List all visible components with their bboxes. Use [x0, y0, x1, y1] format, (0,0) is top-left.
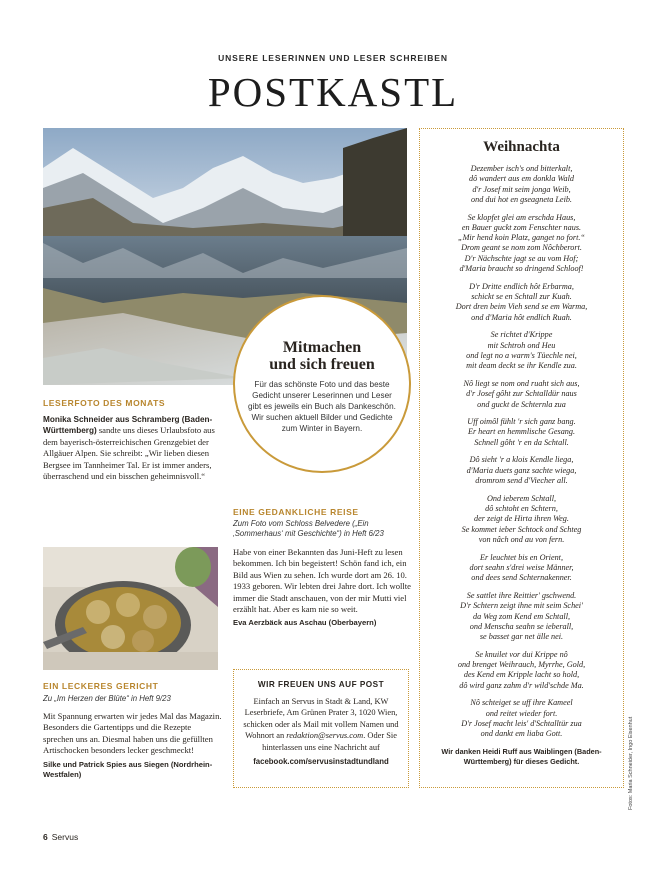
poem-line: schickt se en Schtall zur Kuah. [471, 292, 572, 302]
poem-line: se basset gar net älle nei. [479, 632, 564, 642]
poem-line: ond dankt em liaba Gott. [480, 729, 563, 739]
poem-line: ond d'Maria hôt endlich Ruah. [471, 312, 572, 322]
poem-line: d'Maria duets ganz sachte wiega, [466, 465, 577, 475]
leserfoto-body: sandte uns dieses Urlaubsfoto aus dem bayerisch-österreichischen Grenzgebiet der Allgäuer Alpen. Sie schreibt: „Wir lieben diesen Bergsee im Tannheimer Tal. Er ist immer anders, überraschend und ein bisschen geheimnisvoll.“ [43, 425, 215, 482]
badge-text: Für das schönste Foto und das beste Gedicht unserer Leserinnen und Leser gibt es jeweils ein Buch als Dankeschön. Wir suchen aktuell Bilder und Gedichte zum Winter in Bayern. [248, 380, 396, 433]
reise-body: Habe von einer Bekannten das Juni-Heft zu lesen bekommen. Ich bin begeistert! Schön fand ich, ein Bild aus Wien zu sehen. Ich wurde dort am 26. 10. 1933 geboren. Wir lebten drei Jahre dort. Ich wollte immer die Stadt anschauen, von der mir Mutti viel erzählt hat. Aber es kam nie so weit. [233, 547, 411, 615]
poem-line: d'r Josef mit seim jonga Weib, [472, 184, 571, 194]
section-kicker: UNSERE LESERINNEN UND LESER SCHREIBEN [218, 53, 448, 63]
poem-stanza [420, 164, 623, 205]
poem-box [419, 128, 624, 788]
poem-line: mit Schtroh ond Heu [487, 340, 556, 350]
poem-line: des Kend em Kripple lacht so hold, [463, 670, 580, 680]
poem-line: Ond ieberem Schtall, [486, 493, 557, 503]
poem-line: D'r Dritte endlich hôt Erbarma, [469, 281, 574, 291]
reise-signature: Eva Aerzbäck aus Aschau (Oberbayern) [233, 618, 377, 628]
poem-line: „Mir hend koin Platz, ganget no fort.“ [458, 233, 585, 243]
leserfoto-author: Monika Schneider aus Schramberg (Baden-Württemberg) [43, 415, 213, 436]
page-title: POSTKASTL [207, 69, 459, 115]
poem-line: Se knuilet vor dui Krippe nô [475, 649, 568, 659]
poem-stanza [420, 455, 623, 486]
poem-title: Weihnachta [483, 139, 560, 155]
page-folio [43, 832, 78, 842]
poem-line: Er leuchtet bis en Orient, [480, 552, 563, 562]
poem-line: D'r Schtern zeigt ihne mit seim Schei' [460, 601, 583, 611]
poem-line: dô wandert aus em donkla Wald [469, 174, 574, 184]
poem-stanza [420, 591, 623, 642]
leserfoto-text [43, 414, 223, 482]
poem-line: Se sattlet ihre Reittier' gschwend. [466, 590, 577, 600]
poem-line: d'Maria braucht so dringend Schloof! [459, 264, 584, 274]
poem-line: Se kommet ieber Schtock ond Schteg [461, 524, 582, 534]
poem-line: ond guckt de Schternla zua [477, 399, 566, 409]
poem-line: ond dui hot en gseagneta Leib. [471, 194, 572, 204]
reise-text [233, 547, 411, 629]
poem-line: ond dees send Schternakenner. [471, 573, 572, 583]
poem-thanks: Wir danken Heidi Ruff aus Waiblingen (Baden-Württemberg) für dieses Gedicht. [441, 746, 602, 766]
poem-line: dô schtoht en Schtern, [485, 504, 558, 514]
post-email-link[interactable]: redaktion@servus.com [286, 731, 364, 741]
poem-line: Dezember isch's ond bitterkalt, [470, 164, 573, 173]
page-number: 6 [43, 832, 48, 842]
poem-line: dort seahn s'drei weise Männer, [469, 562, 574, 572]
artichoke-photo [43, 547, 218, 670]
photo-credit: Fotos: Maria Schneider, Ingo Eisenhut [628, 716, 634, 810]
reise-reference: Zum Foto vom Schloss Belvedere („Ein ‚Sommerhaus‘ mit Geschichte“) in Heft 6/23 [233, 519, 384, 538]
badge-title-line-2: und sich freuen [269, 356, 375, 373]
participation-badge [233, 295, 411, 473]
poem-line: Se richtet d'Krippe [490, 330, 553, 340]
post-title: WIR FREUEN UNS AUF POST [257, 680, 385, 689]
poem-line: Drom geant se nom zom Nôchberort. [461, 243, 582, 253]
poem-line: Nô schteiget se uff ihre Kameel [470, 698, 573, 708]
poem-line: Uff oimôl fühlt 'r sich ganz bang. [467, 417, 576, 427]
poem-line: Nô liegt se nom ond ruaht sich aus, [463, 378, 580, 388]
gericht-reference: Zu „Im Herzen der Blüte“ in Heft 9/23 [43, 694, 171, 703]
poem-stanza [420, 650, 623, 691]
poem-line: D'r Nächschte jagt se au vom Hof; [464, 253, 579, 263]
poem-stanza [420, 330, 623, 371]
poem-line: Dô sieht 'r a klois Kendle liega, [469, 455, 574, 465]
poem-line: d'r Josef gôht zur Schtalldür naus [466, 389, 577, 399]
gericht-label: EIN LECKERES GERICHT [43, 681, 159, 691]
poem-line: da Weg zom Kend em Schtall, [472, 611, 571, 621]
poem-line: ond Menscha seahn se ieberall, [469, 621, 574, 631]
poem-line: der zeigt de Hirta ihren Weg. [474, 514, 569, 524]
artichoke-photo-image [43, 547, 218, 670]
poem-line: D'r Josef macht leis' d'Schtalltür zua [461, 718, 582, 728]
poem-line: von nâch ond au von fern. [478, 534, 565, 544]
poem-line: ond brenget Weihrauch, Myrrhe, Gold, [457, 660, 586, 670]
poem-stanza [420, 698, 623, 739]
poem-line: Dort dren beim Vieh send se em Warma, [455, 302, 588, 312]
gericht-text [43, 711, 223, 780]
poem-line: mit deam deckt se ihr Kendle zua. [466, 361, 577, 371]
poem-stanza [420, 417, 623, 448]
poem-stanza [420, 213, 623, 275]
reise-label: EINE GEDANKLICHE REISE [233, 507, 359, 517]
poem-stanza [420, 379, 623, 410]
post-info-box [233, 669, 409, 788]
poem-line: en Bauer guckt zom Fenschter naus. [461, 222, 582, 232]
poem-stanza [420, 553, 623, 584]
poem-line: dô wird ganz zahm d'r wild'schde Ma. [459, 680, 584, 690]
post-text [240, 696, 402, 753]
magazine-name: Servus [51, 832, 79, 842]
poem-line: dromrom send d'Viecher all. [475, 476, 568, 486]
facebook-link[interactable]: facebook.com/servusinstadtundland [253, 757, 389, 767]
poem-line: ond legt no a warm's Tüechle nei, [466, 350, 577, 360]
post-text-2: . Oder Sie hinterlassen uns eine Nachricht auf [262, 731, 397, 752]
badge-title-line-1: Mitmachen [282, 339, 362, 356]
poem-line: Se klopfet glei am erschda Haus, [467, 212, 576, 222]
leserfoto-label: LESERFOTO DES MONATS [43, 398, 166, 408]
poem-line: ond reitet wieder fort. [485, 708, 558, 718]
poem-stanza [420, 282, 623, 323]
gericht-body: Mit Spannung erwarten wir jedes Mal das Magazin. Besonders die Gartentipps und die Rezepte sprechen uns an. Diesmal haben uns die gefüllten Artischocken besonders lecker geschmeckt! [43, 711, 222, 756]
post-text-1: Einfach an Servus in Stadt & Land, KW Leserbriefe, Am Grünen Prater 3, 1020 Wien, schicken oder als Mail mit vollem Namen und Wohnort an [243, 697, 399, 741]
poem-stanza [420, 494, 623, 545]
gericht-signature: Silke und Patrick Spies aus Siegen (Nordrhein-Westfalen) [43, 759, 213, 779]
poem-line: Er heart en hemmlische Gesang. [467, 427, 576, 437]
poem-line: Schnell gôht 'r en da Schtall. [474, 437, 569, 447]
poem-body [420, 164, 623, 740]
